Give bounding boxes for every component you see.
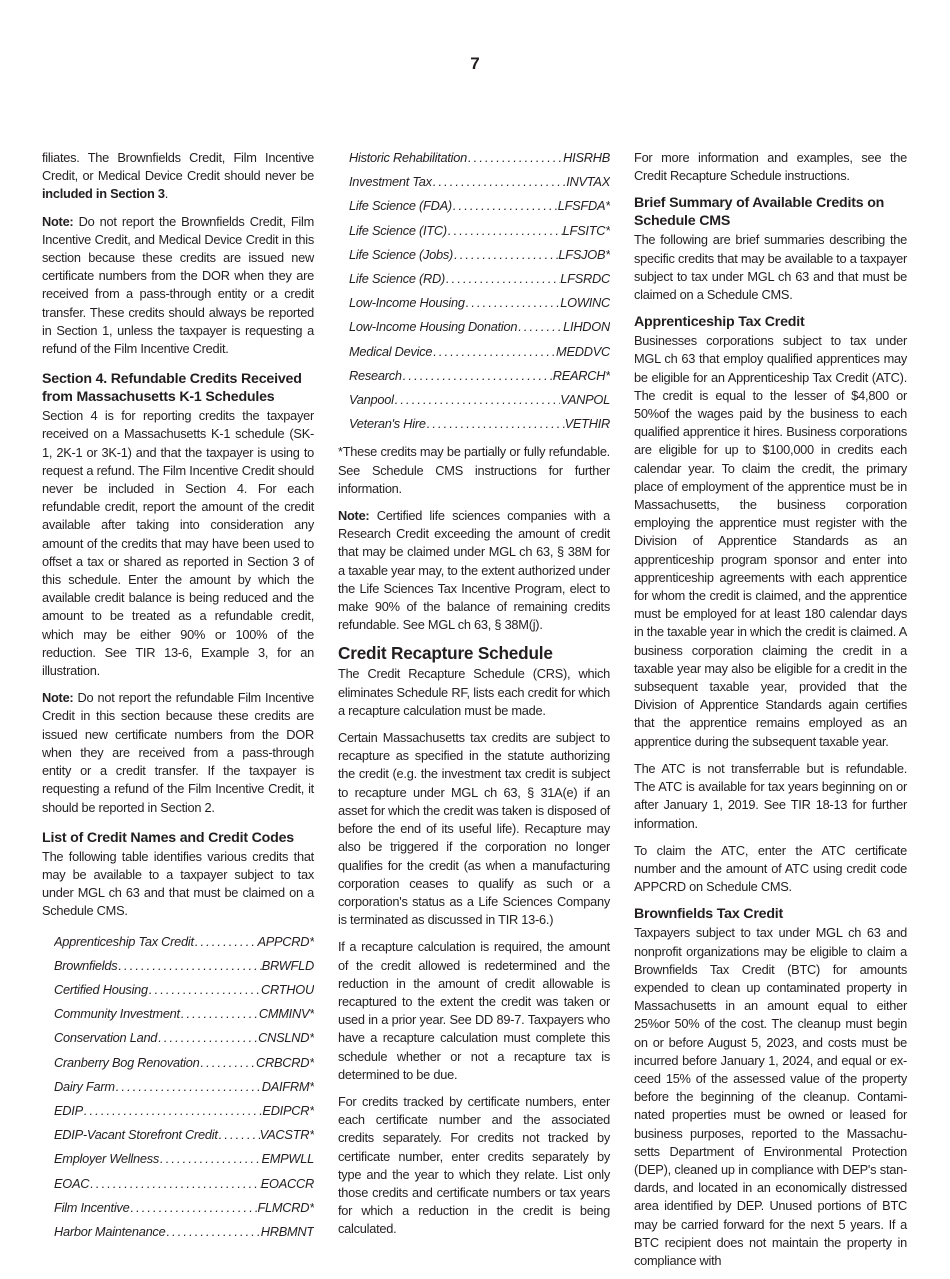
leader-dots (465, 291, 561, 315)
credit-name: Film Incentive (54, 1199, 130, 1215)
credit-name: Low-Income Housing Donation (349, 319, 518, 335)
credit-code-row (54, 930, 314, 954)
credit-code-row (349, 412, 610, 436)
credit-code-row (349, 291, 610, 315)
note-text: Do not report the Brownfields Credit, Film Incentive Credit, and Medical Device Credit in this section because these credits are issued new certificate numbers from the DOR when they are received from a pass-through entity or a credit transfer. These credits should always be reported in Section 1, unless the taxpayer is requesting a refund of the Film Incentive Credit. (42, 213, 314, 357)
crs-paragraph-1: The Credit Recapture Schedule (CRS), which eliminates Schedule RF, lists each credit for which a recapture calculation must be made. (338, 666, 610, 718)
credit-name: Apprenticeship Tax Credit (54, 933, 194, 949)
credit-name: Investment Tax (349, 174, 432, 190)
credit-name: Low-Income Housing (349, 295, 465, 311)
note-label: Note: (42, 690, 74, 706)
leader-dots (194, 930, 258, 954)
credit-code: LOWINC (560, 295, 610, 311)
credit-name: Life Science (FDA) (349, 198, 452, 214)
note-brownfields (42, 213, 314, 359)
leader-dots (467, 146, 563, 170)
leader-dots (89, 1172, 260, 1196)
credit-code-row (54, 1051, 314, 1075)
credit-code: MEDDVC (556, 343, 610, 359)
crs-paragraph-3: If a recapture calculation is required, the amount of the credit allowed is redetermined and the reduction in the amount of credit allowable is recaptured to the extent the credit was taken or used in a prior year. See DD 89-7. Taxpayers who have a recapture calculation must complete this schedule whether or not a recapture tax is determined to be due. (338, 939, 610, 1082)
credit-code: DAIFRM* (261, 1078, 314, 1094)
crs-paragraph-2: Certain Massachusetts tax credits are subject to recapture as specified in the statute authorizing the credit (e.g. the investment tax credit is subject to recapture under MGL ch 63, § 31A(e) if an asset for which the credit was taken is disposed of before the end of its useful life). Recapture may also be triggered if the corporation no longer qualifies for the credit (as when a manufacturing corporation ceases to qualify as such or a corporation's status as a Life Sciences Company is terminated as discussed in TIR 13-6.) (338, 730, 610, 928)
credit-code-row (349, 364, 610, 388)
credit-code: EDIPCR* (262, 1102, 314, 1118)
credit-code: BRWFLD (261, 957, 314, 973)
leader-dots (432, 340, 556, 364)
credit-code: INVTAX (566, 174, 610, 190)
credit-name: Community Investment (54, 1006, 180, 1022)
column-left (42, 149, 314, 1251)
column-middle (338, 149, 610, 1248)
leader-dots (129, 1196, 257, 1220)
credit-name: Life Science (RD) (349, 271, 446, 287)
leader-dots (452, 194, 558, 218)
brownfields-paragraph-1: Taxpayers subject to tax under MGL ch 63 and nonprofit organizations may be eligible to claim a Brownfields Tax Credit (BTC) for amounts expended to clean up contaminated property in Massachusetts in an amount equal to either 25%or 50% of the cost. The cleanup must begin on or before August 5, 2023, and costs must be incurred before January 1, 2024, and equal or ex-ceed 15% of the assessed value of the property before the beginning of the cleanup. Contami-nated properties must be owned or leased for business purposes, reported to the Massachu-setts Department of Environmental Protection (DEP), cleaned up in compliance with DEP's stan-dards, and located in an economically distressed area identified by DEP. Unused portions of BTC may be carried forward for the next 5 years. If a BTC recipient does not maintain the property in compliance with (634, 925, 907, 1268)
crs-more-info: For more information and examples, see the Credit Recapture Schedule instructions. (634, 150, 907, 184)
leader-dots (394, 388, 561, 412)
crs-paragraph-4: For credits tracked by certificate numbers, enter each certificate number and the associated credits separately. For credits not tracked by certificate number, enter credits separately by type and the year to which they relate. List only those credits and certificate numbers or tax years for which a reduction in the credit is being calculated. (338, 1093, 610, 1237)
credit-code: CRBCRD* (256, 1054, 314, 1070)
credit-name: Certified Housing (54, 981, 148, 997)
credit-list-intro: The following table identifies various credits that may be available to a taxpayer subject to tax under MGL ch 63 and that must be claimed on a Schedule CMS. (42, 848, 314, 919)
credit-name: Vanpool (349, 392, 394, 408)
credit-name: Dairy Farm (54, 1078, 115, 1094)
credit-code: LFSFDA* (557, 198, 610, 214)
credit-name: Brownfields (54, 957, 118, 973)
leader-dots (432, 170, 566, 194)
leader-dots (517, 315, 563, 339)
credit-code-row (54, 954, 314, 978)
credit-code-list (338, 146, 610, 436)
apprenticeship-paragraph-1: Businesses corporations subject to tax under MGL ch 63 that employ qualified apprentices may be eligible for an Apprenticeship Tax Credit (ATC). The credit is equal to the lesser of $4,800 or 50%of the wages paid by the business to each qualified apprentice it hires. Business corporations are eligible for up to $100,000 in credits each calendar year. To claim the credit, the primary place of employment of the apprentice must be in Massachusetts, the business corporation employing the apprentice must register with the Division of Apprentice Standards as an apprenticeship program sponsor and enter into apprenticeship agreements with each apprentice for whom the credit is claimed, and the apprentice must be employed for at least 180 calendar days in the taxable year in which the credit is claimed. A business corporation claiming the credit in a taxable year may also be eligible for a credit in the subsequent taxable year, provided that the Division of Apprentice Standards again certifies that the apprentice remains employed as an apprentice during the subsequent taxable year. (634, 333, 907, 749)
credit-name: Conservation Land (54, 1030, 158, 1046)
credit-code-row (349, 170, 610, 194)
note-label: Note: (42, 213, 74, 229)
credit-code: REARCH* (552, 367, 610, 383)
credit-code: HISRHB (563, 150, 610, 165)
paragraph-text: . (164, 186, 169, 202)
credit-code: HRBMNT (260, 1223, 314, 1239)
leader-dots (157, 1026, 258, 1050)
credit-code: EOACCR (260, 1175, 314, 1191)
bold-text: included in Section 3 (42, 186, 165, 202)
credit-name: Historic Rehabilitation (349, 150, 468, 165)
credit-code-row (349, 315, 610, 339)
credit-code: LFSITC* (562, 222, 610, 238)
credit-code-row (54, 1220, 314, 1244)
credit-name: EOAC (54, 1175, 90, 1191)
note-text: Certified life sciences companies with a Research Credit exceeding the amount of credit that may be claimed under MGL ch 63, § 38M for a taxable year may, to the extent authorized under the Life Sciences Tax Incentive Program, elect to make 90% of the balance of remaining credits refundable. See MGL ch 63, § 38M(j). (338, 508, 610, 633)
credit-code-row (349, 267, 610, 291)
credit-code-list (42, 930, 314, 1245)
leader-dots (200, 1051, 257, 1075)
credit-name: Life Science (Jobs) (349, 246, 454, 262)
page-number: 7 (470, 54, 480, 73)
credit-code-row (54, 1147, 314, 1171)
leader-dots (180, 1002, 259, 1026)
credit-name: EDIP-Vacant Storefront Credit (54, 1127, 218, 1143)
leader-dots (426, 412, 565, 436)
apprenticeship-paragraph-3: To claim the ATC, enter the ATC certificate number and the amount of ATC using credit code APPCRD on Schedule CMS. (634, 842, 907, 895)
leader-dots (453, 243, 558, 267)
refundable-footnote: *These credits may be partially or fully refundable. See Schedule CMS instructions for further information. (338, 444, 610, 496)
credit-name: Cranberry Bog Renovation (54, 1054, 200, 1070)
credit-code-row (349, 388, 610, 412)
credit-code: VACSTR* (259, 1127, 314, 1143)
credit-code-row (54, 1196, 314, 1220)
credit-code: LFSJOB* (558, 246, 610, 262)
leader-dots (402, 364, 553, 388)
credit-code: VETHIR (564, 416, 610, 432)
credit-code: CNSLND* (258, 1030, 314, 1046)
leader-dots (115, 1075, 262, 1099)
paragraph-section3-continued (42, 149, 314, 204)
credit-code-row (54, 1026, 314, 1050)
credit-code-row (54, 1172, 314, 1196)
credit-name: Medical Device (349, 343, 433, 359)
leader-dots (165, 1220, 260, 1244)
credit-code-row (54, 1099, 314, 1123)
apprenticeship-heading: Apprenticeship Tax Credit (634, 314, 805, 331)
credit-code: FLMCRD* (257, 1199, 314, 1215)
summary-heading: Brief Summary of Available Credits on Schedule CMS (634, 195, 885, 230)
credit-name: Life Science (ITC) (349, 222, 447, 238)
leader-dots (218, 1123, 260, 1147)
credit-code-row (349, 219, 610, 243)
credit-code-row (349, 340, 610, 364)
brownfields-heading: Brownfields Tax Credit (634, 906, 784, 923)
leader-dots (117, 954, 261, 978)
credit-code-row (54, 978, 314, 1002)
credit-code-row (349, 146, 610, 170)
credit-code-row (54, 1075, 314, 1099)
credit-code: LFSRDC (560, 271, 610, 287)
leader-dots (445, 267, 560, 291)
credit-code: APPCRD* (257, 933, 314, 949)
leader-dots (159, 1147, 261, 1171)
credit-name: EDIP (54, 1102, 83, 1118)
credit-code: LIHDON (563, 319, 610, 335)
credit-name: Employer Wellness (54, 1151, 160, 1167)
note-text: Do not report the refundable Film Incentive Credit in this section because these credits are issued new certificate numbers from the DOR when they are received from a pass-through entity or a credit transfer. If the taxpayer is requesting a refund of the Film Incentive Credit, it should be reported in Section 2. (42, 690, 314, 815)
section4-paragraph: Section 4 is for reporting credits the taxpayer received on a Massachusetts K-1 schedule (SK-1, 2K-1 or 3K-1) and that the taxpayer is using to request a refund. The Film Incentive Credit should never be included in Section 4. For each refundable credit, report the amount of the credit available after taking into consideration any amount of the credits that may have been used to offset a tax or shared as reported in Section 3 of this schedule. Enter the amount by which the available credit balance is being reduced and the amount to be treated as a refundable credit, which may be either 90% or 100% of the reduction. See TIR 13-6, Example 3, for an illustration. (42, 408, 314, 679)
leader-dots (83, 1099, 263, 1123)
leader-dots (148, 978, 261, 1002)
note-film-incentive (42, 689, 314, 816)
section4-heading: Section 4. Refundable Credits Received from Massachusetts K-1 Schedules (42, 371, 302, 406)
leader-dots (447, 219, 563, 243)
credit-name: Harbor Maintenance (54, 1223, 166, 1239)
credit-name: Research (349, 367, 402, 383)
credit-name: Veteran's Hire (349, 416, 426, 432)
paragraph-text: filiates. The Brownfields Credit, Film Incentive Credit, or Medical Device Credit should never be (42, 150, 314, 184)
credit-code: VANPOL (560, 392, 610, 408)
credit-code: EMPWLL (261, 1151, 314, 1167)
credit-recapture-heading: Credit Recapture Schedule (338, 643, 553, 664)
credit-code-row (349, 194, 610, 218)
summary-paragraph: The following are brief summaries describing the specific credits that may be available to a taxpayer subject to tax under MGL ch 63 and that must be claimed on a Schedule CMS. (634, 232, 907, 303)
credit-list-heading: List of Credit Names and Credit Codes (42, 829, 294, 846)
credit-code-row (54, 1002, 314, 1026)
note-life-sciences (338, 507, 610, 634)
credit-code: CRTHOU (260, 981, 314, 997)
credit-code-row (349, 243, 610, 267)
apprenticeship-paragraph-2: The ATC is not transferrable but is refundable. The ATC is available for tax years beginning on or after January 1, 2019. See TIR 18-13 for further information. (634, 760, 907, 831)
credit-code: CMMINV* (258, 1006, 314, 1022)
credit-code-row (54, 1123, 314, 1147)
note-label: Note: (338, 508, 370, 524)
column-right (634, 149, 907, 1279)
